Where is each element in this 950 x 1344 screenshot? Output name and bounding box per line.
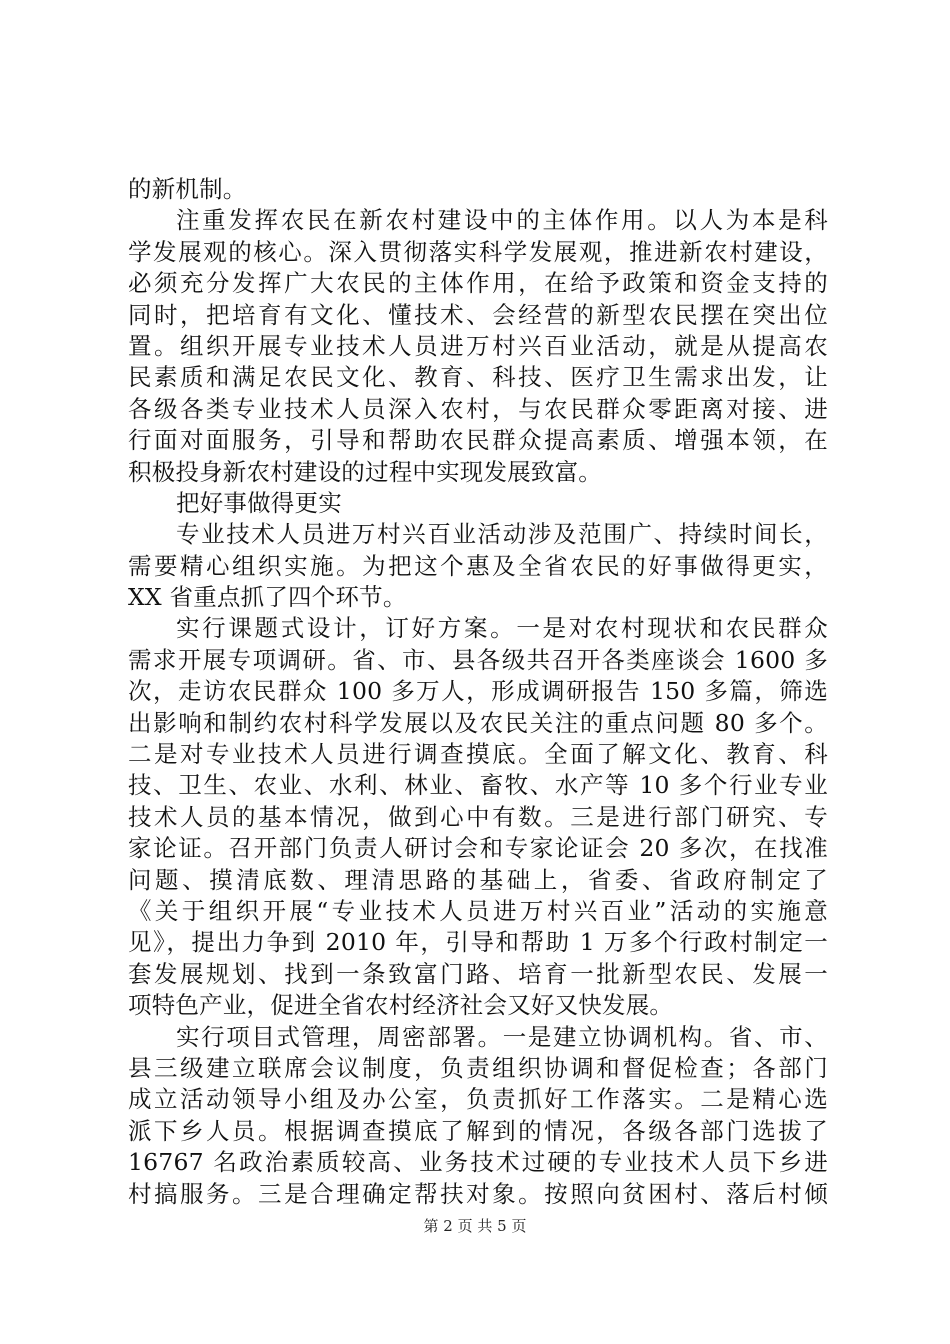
text-line: 学发展观的核心。深入贯彻落实科学发展观，推进新农村建设，	[128, 237, 828, 266]
text-line: 把好事做得更实	[176, 488, 342, 517]
text-line: 实行课题式设计，订好方案。一是对农村现状和农民群众	[176, 614, 828, 643]
text-line: 成立活动领导小组及办公室，负责抓好工作落实。二是精心选	[128, 1085, 828, 1114]
text-line: 注重发挥农民在新农村建设中的主体作用。以人为本是科	[176, 206, 828, 235]
text-line: 民素质和满足农民文化、教育、科技、医疗卫生需求出发，让	[128, 363, 828, 392]
text-line: 村搞服务。三是合理确定帮扶对象。按照向贫困村、落后村倾	[128, 1179, 828, 1208]
text-line: 各级各类专业技术人员深入农村，与农民群众零距离对接、进	[128, 394, 828, 423]
text-line: 的新机制。	[128, 175, 247, 203]
text-line: 需求开展专项调研。省、市、县各级共召开各类座谈会 1600 多	[128, 645, 828, 674]
text-line: 次，走访农民群众 100 多万人，形成调研报告 150 多篇，筛选	[128, 677, 828, 706]
text-line: 必须充分发挥广大农民的主体作用，在给予政策和资金支持的	[128, 269, 828, 298]
text-line: 问题、摸清底数、理清思路的基础上，省委、省政府制定了	[128, 865, 828, 894]
text-line: 出影响和制约农村科学发展以及农民关注的重点问题 80 多个。	[128, 708, 828, 737]
document-body	[128, 174, 828, 1210]
text-line: 需要精心组织实施。为把这个惠及全省农民的好事做得更实，	[128, 551, 828, 580]
page-footer: 第 2 页 共 5 页	[423, 1217, 527, 1235]
text-line: 套发展规划、找到一条致富门路、培育一批新型农民、发展一	[128, 959, 828, 988]
text-line: XX 省重点抓了四个环节。	[128, 583, 407, 612]
text-line: 技术人员的基本情况，做到心中有数。三是进行部门研究、专	[128, 802, 828, 831]
text-line: 《关于组织开展“专业技术人员进万村兴百业”活动的实施意	[128, 896, 828, 925]
text-line: 置。组织开展专业技术人员进万村兴百业活动，就是从提高农	[128, 331, 828, 360]
text-line: 16767 名政治素质较高、业务技术过硬的专业技术人员下乡进	[128, 1148, 828, 1177]
text-line: 同时，把培育有文化、懂技术、会经营的新型农民摆在突出位	[128, 300, 828, 329]
text-line: 行面对面服务，引导和帮助农民群众提高素质、增强本领，在	[128, 426, 828, 455]
text-line: 见》，提出力争到 2010 年，引导和帮助 1 万多个行政村制定一	[128, 928, 828, 957]
text-line: 二是对专业技术人员进行调查摸底。全面了解文化、教育、科	[128, 740, 828, 769]
text-line: 积极投身新农村建设的过程中实现发展致富。	[128, 457, 602, 486]
text-line: 派下乡人员。根据调查摸底了解到的情况，各级各部门选拔了	[128, 1116, 828, 1145]
text-line: 县三级建立联席会议制度，负责组织协调和督促检查；各部门	[128, 1053, 828, 1082]
text-line: 技、卫生、农业、水利、林业、畜牧、水产等 10 多个行业专业	[128, 771, 828, 800]
text-line: 实行项目式管理，周密部署。一是建立协调机构。省、市、	[176, 1022, 828, 1051]
text-line: 项特色产业，促进全省农村经济社会又好又快发展。	[128, 991, 674, 1020]
text-line: 家论证。召开部门负责人研讨会和专家论证会 20 多次，在找准	[128, 834, 828, 863]
text-line: 专业技术人员进万村兴百业活动涉及范围广、持续时间长，	[176, 520, 828, 549]
